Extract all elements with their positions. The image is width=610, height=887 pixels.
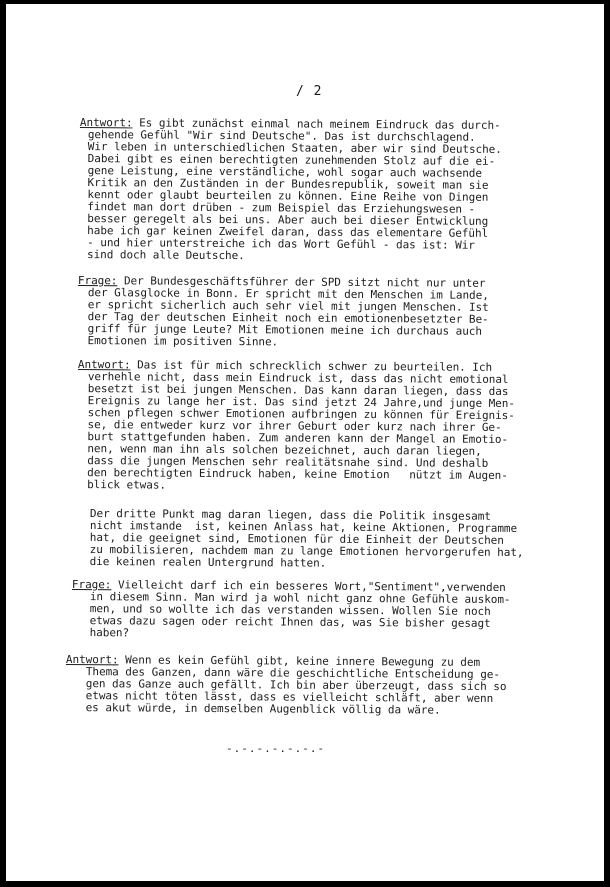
speaker-label: Frage:: [71, 578, 112, 592]
paragraph-first-line: Der Bundesgeschäftsführer der SPD sitzt nicht nur unter: [117, 274, 486, 290]
speaker-label: Antwort:: [65, 653, 119, 667]
page-number: / 2: [296, 84, 323, 99]
paragraph-first-line: Vielleicht darf ich ein besseres Wort,"Sentiment",verwenden: [111, 578, 506, 595]
paragraph-body: gehende Gefühl "Wir sind Deutsche". Das ist durchschlagend. Wir leben in unterschiedlichen Staaten, aber wir sind Deutsche. Dabei gibt es einen berechtigten zunehmenden Stolz auf die ei- gene Leistung, eine verständliche, wohl sogar auch wachsende Kritik an den Zuständen in der Bundesrepublik, soweit man sie kennt oder glaubt beurteilen zu können. Eine Reihe von Dingen findet man dort drüben - zum Beispiel das Erziehungswesen - besser geregelt als bei uns. Aber auch bei dieser Entwicklung habe ich gar keinen Zweifel daran, dass das elementare Gefühl - und hier unterstreiche ich das Wort Gefühl - das ist: Wir sind doch alle Deutsche.: [86, 128, 502, 263]
paragraph-body: der Glasglocke in Bonn. Er spricht mit den Menschen im Lande, er spricht sicherlich auch sehr viel mit jungen Menschen. Ist der Tag der deutschen Einheit noch ein emotionenbesetzter Be- griff für junge Leute? Mit Emotionen meine ich durchaus auch Emotionen im positiven Sinne.: [87, 286, 489, 349]
question-paragraph-2: [71, 578, 511, 642]
paragraph-body: verhehle nicht, dass mein Eindruck ist, dass das nicht emotional besetzt ist bei jungen Menschen. Das kann daran liegen, dass das Ereignis zu lange her ist. Das sind jetzt 24 Jahre,und junge Men- schen pflegen schwer Emotionen aufbringen zu können für Ereignis- se, die entweder kurz vor ihrer Geburt oder kurz nach ihrer Ge- burt stattgefunden haben. Zum anderen kann der Mangel an Emotio- nen, wenn man ihn als solchen bezeichnet, auch daran liegen, dass die jungen Menschen sehr realitätsnahe sind. Und deshalb den berechtigten Eindruck haben, keine Emotion nützt im Augen- blick etwas.: [87, 370, 515, 492]
paragraph-first-line: Es gibt zunächst einmal nach meinem Eindruck das durch-: [132, 116, 501, 132]
answer-paragraph-2-continued: [90, 508, 524, 571]
speaker-label: Frage:: [77, 274, 118, 288]
paragraph-body: in diesem Sinn. Man wird ja wohl nicht ganz ohne Gefühle auskom- men, und so wollte ich das verstanden wissen. Wollen Sie noch etwas dazu sagen oder reicht Ihnen das, was Sie bisher gesagt haben?: [89, 590, 511, 640]
paragraph-body: Thema des Ganzen, dann wäre die geschichtliche Entscheidung ge- gen das Ganze auch gefällt. Ich bin aber überzeugt, dass sich so etwas nicht töten lässt, dass es vielleicht schläft, aber wenn es akut würde, in demselben Augenblick völlig da wäre.: [85, 665, 507, 717]
question-paragraph-1: [77, 274, 489, 350]
speaker-label: Antwort:: [79, 116, 133, 130]
paragraph-first-line: Das ist für mich schrecklich schwer zu beurteilen. Ich: [130, 358, 493, 374]
paragraph-first-line: Wenn es kein Gefühl gibt, keine innere Bewegung zu dem: [118, 653, 481, 669]
document-page: [6, 4, 604, 881]
answer-paragraph-1: [79, 117, 501, 264]
paragraph-body: Der dritte Punkt mag daran liegen, dass die Politik insgesamt nicht imstande ist, keinen Anlass hat, keine Aktionen, Programme hat, die geeignet sind, Emotionen für die Einheit der Deutschen zu mobilisieren, nachdem man zu lange Emotionen hervorgerufen hat, die keinen realen Untergrund hatten.: [89, 507, 524, 570]
answer-paragraph-3: [65, 653, 507, 717]
end-separator: -.-.-.-.-.-.-: [226, 742, 326, 755]
answer-paragraph-2: [77, 358, 515, 494]
speaker-label: Antwort:: [77, 358, 131, 372]
